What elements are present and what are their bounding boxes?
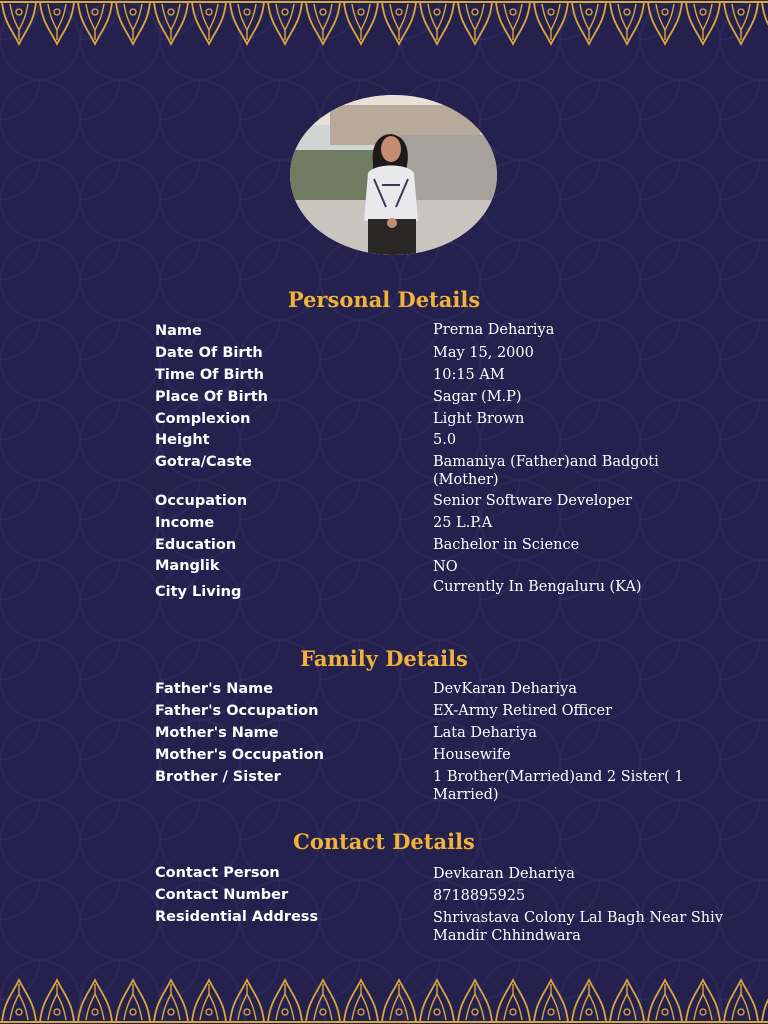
contact-person-label: Contact Person xyxy=(155,865,280,881)
gotra-caste-value: Bamaniya (Father)and Badgoti (Mother) xyxy=(433,454,659,488)
manglik-value: NO xyxy=(433,559,458,575)
mothers-name-label: Mother's Name xyxy=(155,725,279,741)
occupation-value: Senior Software Developer xyxy=(433,493,632,509)
tob-label: Time Of Birth xyxy=(155,367,264,383)
education-label: Education xyxy=(155,537,237,553)
complexion-value: Light Brown xyxy=(433,411,525,427)
tob-value: 10:15 AM xyxy=(433,367,505,383)
siblings-value: 1 Brother(Married)and 2 Sister( 1 Married) xyxy=(433,769,684,803)
occupation-label: Occupation xyxy=(155,493,248,509)
fathers-occupation-value: EX-Army Retired Officer xyxy=(433,703,613,719)
height-value: 5.0 xyxy=(433,432,457,448)
mothers-name-value: Lata Dehariya xyxy=(433,725,537,741)
profile-photo xyxy=(290,95,497,255)
dob-value: May 15, 2000 xyxy=(433,345,534,361)
siblings-label: Brother / Sister xyxy=(155,769,281,785)
residential-address-label: Residential Address xyxy=(155,909,319,925)
height-label: Height xyxy=(155,432,210,448)
city-living-label: City Living xyxy=(155,584,242,600)
contact-person-value: Devkaran Dehariya xyxy=(433,866,575,882)
city-living-value: Currently In Bengaluru (KA) xyxy=(433,579,642,595)
manglik-label: Manglik xyxy=(155,558,220,574)
gotra-caste-label: Gotra/Caste xyxy=(155,454,252,470)
residential-address-value: Shrivastava Colony Lal Bagh Near Shiv Mandir Chhindwara xyxy=(433,910,723,944)
pob-value: Sagar (M.P) xyxy=(433,389,522,405)
name-label: Name xyxy=(155,323,202,339)
education-value: Bachelor in Science xyxy=(433,537,580,553)
fathers-name-value: DevKaran Dehariya xyxy=(433,681,577,697)
family-details-heading: Family Details xyxy=(300,646,468,671)
fathers-name-label: Father's Name xyxy=(155,681,274,697)
complexion-label: Complexion xyxy=(155,411,251,427)
dob-label: Date Of Birth xyxy=(155,345,263,361)
contact-number-label: Contact Number xyxy=(155,887,289,903)
contact-details-heading: Contact Details xyxy=(293,829,475,854)
pob-label: Place Of Birth xyxy=(155,389,268,405)
fathers-occupation-label: Father's Occupation xyxy=(155,703,319,719)
top-ornamental-border xyxy=(0,0,768,48)
mothers-occupation-value: Housewife xyxy=(433,747,511,763)
mothers-occupation-label: Mother's Occupation xyxy=(155,747,324,763)
contact-number-value: 8718895925 xyxy=(433,888,526,904)
income-value: 25 L.P.A xyxy=(433,515,493,531)
bottom-ornamental-border xyxy=(0,976,768,1024)
income-label: Income xyxy=(155,515,215,531)
personal-details-heading: Personal Details xyxy=(287,287,481,312)
name-value: Prerna Dehariya xyxy=(433,322,555,338)
